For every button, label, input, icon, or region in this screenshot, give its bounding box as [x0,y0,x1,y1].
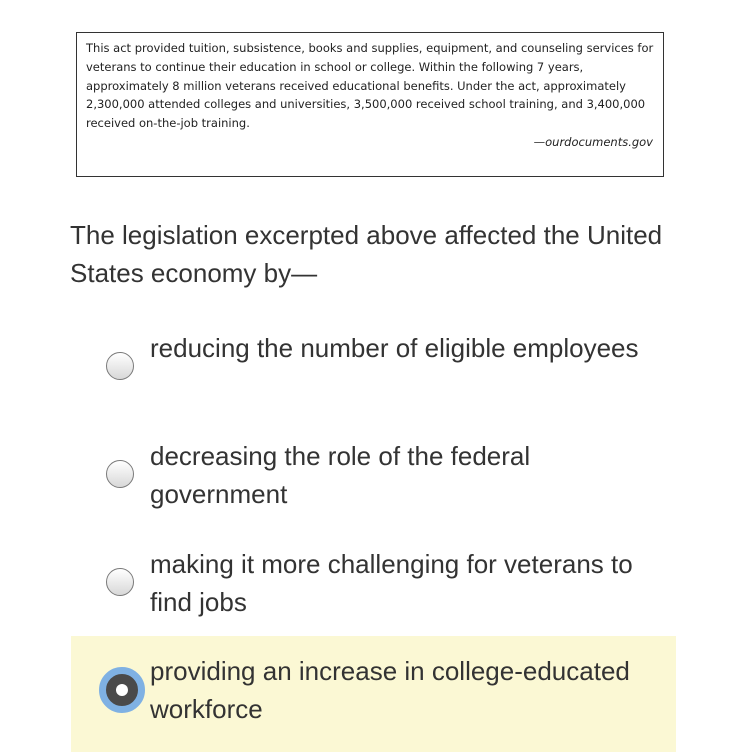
question-prompt: The legislation excerpted above affected the United States economy by— [70,220,663,288]
answer-choice-2[interactable] [71,435,676,544]
answer-choice-4[interactable] [71,636,676,752]
answer-choice-1-label: reducing the number of eligible employees [150,333,639,363]
passage-text: This act provided tuition, subsistence, books and supplies, equipment, and counseling services for veterans to continue their education in school or college. Within the following 7 years, approximately 8 million veterans received educational benefits. Under the act, approximately 2,300,000 attended colleges and universities, 3,500,000 received school training, and 3,400,000 received on-the-job training. [86,41,654,131]
passage-source: —ourdocuments.gov [533,134,653,149]
radio-button-2[interactable] [106,460,134,488]
answer-choice-4-label: providing an increase in college-educated workforce [150,656,630,724]
answer-choice-2-label: decreasing the role of the federal government [150,441,531,509]
answer-choice-1[interactable] [71,327,676,436]
radio-button-3[interactable] [106,568,134,596]
answer-choice-3-label: making it more challenging for veterans to find jobs [150,549,633,617]
radio-button-4-selected[interactable] [99,667,145,713]
radio-button-1[interactable] [106,352,134,380]
source-passage [76,32,664,177]
